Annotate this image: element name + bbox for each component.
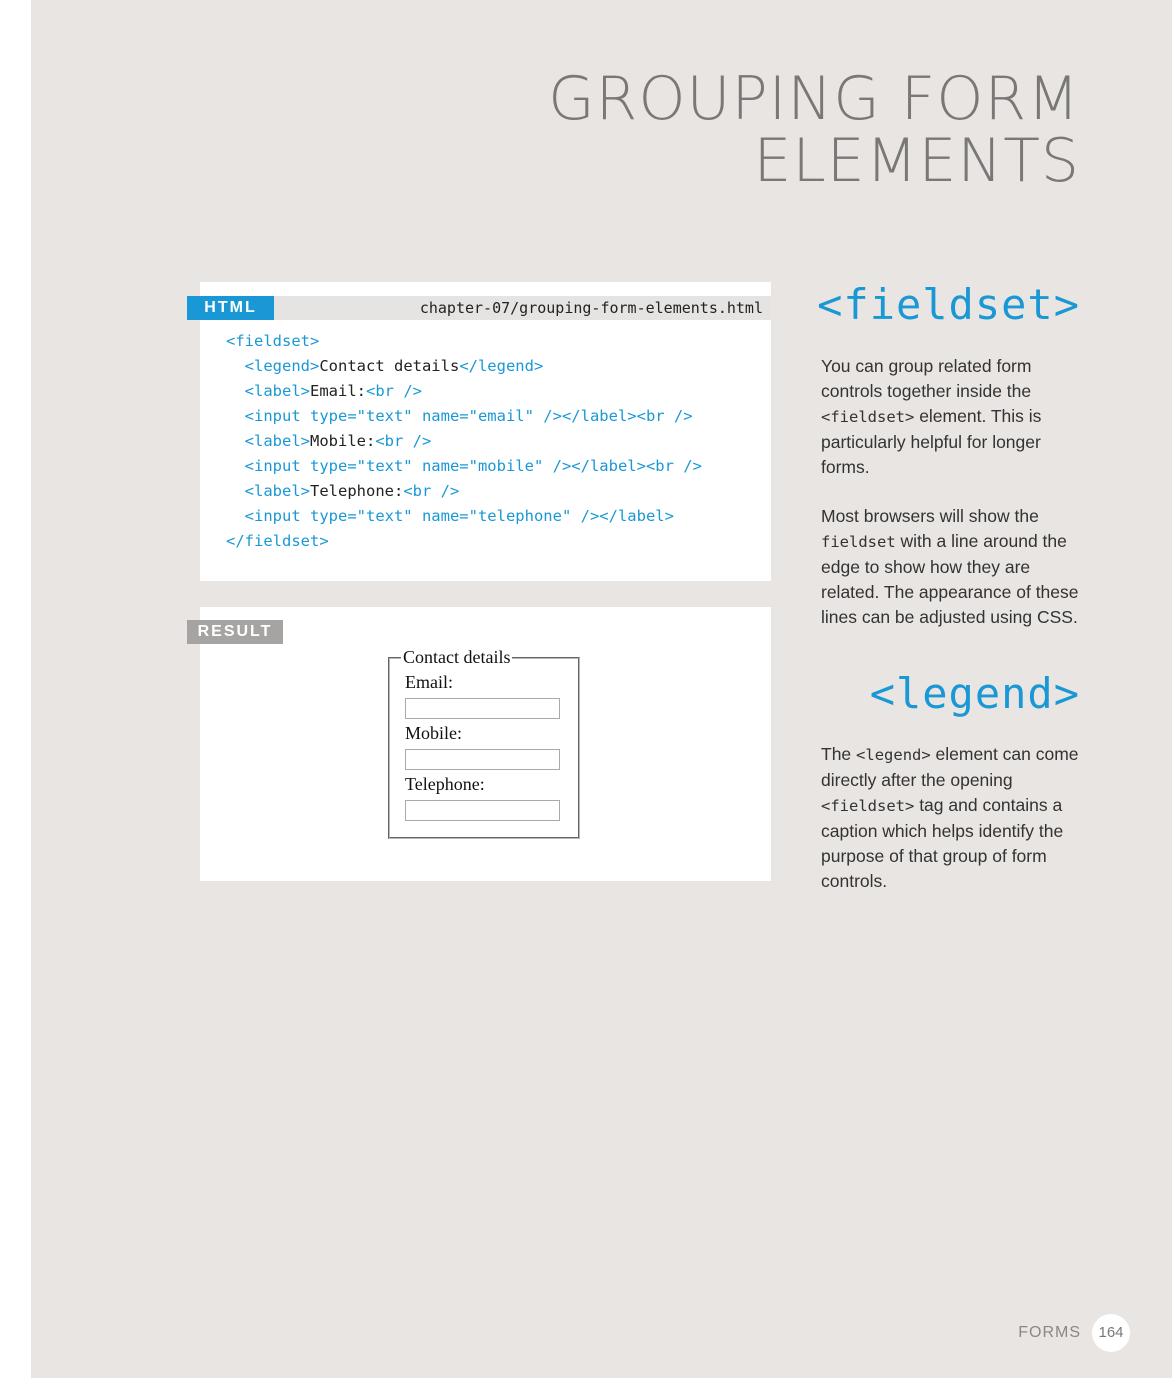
code-text-token: Telephone: bbox=[310, 482, 404, 500]
code-tag-token: </fieldset> bbox=[226, 532, 329, 550]
page bbox=[31, 0, 1172, 1378]
code-text-token bbox=[226, 407, 245, 425]
footer-section-label: FORMS bbox=[1018, 1324, 1081, 1341]
page-title-line-1: GROUPING FORM bbox=[548, 64, 1080, 134]
paragraph-text: The bbox=[821, 744, 857, 764]
code-text-token bbox=[226, 357, 245, 375]
paragraph-text: tag and contains a caption which helps identify the purpose of that group of form controls. bbox=[821, 795, 1064, 891]
result-panel bbox=[197, 607, 771, 881]
paragraph-text: with a line around the edge to show how they are related. The appearance of these lines can be adjusted using CSS. bbox=[821, 531, 1079, 627]
page-number: 164 bbox=[1092, 1314, 1130, 1352]
code-tag-token: <input type="text" name="email" /></label><br /> bbox=[244, 407, 693, 425]
code-tag-token: <br /> bbox=[375, 432, 432, 450]
code-text-token bbox=[226, 382, 245, 400]
email-label: Email: bbox=[405, 672, 453, 692]
inline-code: <fieldset> bbox=[821, 797, 915, 815]
code-text-token bbox=[226, 507, 245, 525]
telephone-label: Telephone: bbox=[405, 774, 485, 794]
fieldset-paragraph-1 bbox=[821, 354, 1086, 480]
code-tag-token: <br /> bbox=[366, 382, 422, 400]
legend-paragraph bbox=[821, 742, 1086, 894]
page-title bbox=[548, 64, 1080, 196]
fieldset-heading: <fieldset> bbox=[817, 280, 1080, 329]
code-tag-token: <legend> bbox=[244, 357, 320, 375]
html-tag-label: HTML bbox=[187, 296, 274, 320]
code-text-token bbox=[226, 432, 245, 450]
inline-code: fieldset bbox=[821, 533, 896, 551]
page-title-line-2: ELEMENTS bbox=[753, 126, 1080, 196]
code-filename: chapter-07/grouping-form-elements.html bbox=[419, 299, 763, 317]
code-tag-token: <label> bbox=[244, 432, 310, 450]
email-field[interactable] bbox=[405, 698, 560, 719]
code-text-token: Contact details bbox=[319, 357, 460, 375]
paragraph-text: element. This is particularly helpful for longer forms. bbox=[821, 406, 1042, 477]
code-text-token: Email: bbox=[310, 382, 366, 400]
demo-fieldset bbox=[388, 647, 580, 839]
fieldset-paragraph-2 bbox=[821, 504, 1086, 630]
code-tag-token: <br /> bbox=[403, 482, 460, 500]
code-tag-token: <label> bbox=[244, 482, 310, 500]
code-panel bbox=[200, 282, 771, 581]
inline-code: <fieldset> bbox=[821, 408, 915, 426]
demo-legend: Contact details bbox=[403, 647, 511, 667]
code-text-token bbox=[226, 457, 245, 475]
paragraph-text: element can come directly after the opening bbox=[821, 744, 1079, 790]
code-tag-token: </legend> bbox=[459, 357, 544, 375]
telephone-field[interactable] bbox=[405, 800, 560, 821]
mobile-label: Mobile: bbox=[405, 723, 462, 743]
code-tag-token: <fieldset> bbox=[226, 332, 320, 350]
inline-code: <legend> bbox=[856, 746, 931, 764]
paragraph-text: Most browsers will show the bbox=[821, 506, 1039, 526]
code-tag-token: <input type="text" name="telephone" /></label> bbox=[244, 507, 674, 525]
result-tag-label: RESULT bbox=[187, 620, 283, 644]
code-tag-token: <label> bbox=[244, 382, 310, 400]
code-header bbox=[187, 296, 771, 320]
code-text-token: Mobile: bbox=[310, 432, 376, 450]
code-listing bbox=[226, 329, 702, 554]
code-text-token bbox=[226, 482, 245, 500]
legend-heading: <legend> bbox=[869, 669, 1080, 718]
code-tag-token: <input type="text" name="mobile" /></label><br /> bbox=[244, 457, 702, 475]
mobile-field[interactable] bbox=[405, 749, 560, 770]
paragraph-text: You can group related form controls together inside the bbox=[821, 356, 1032, 401]
